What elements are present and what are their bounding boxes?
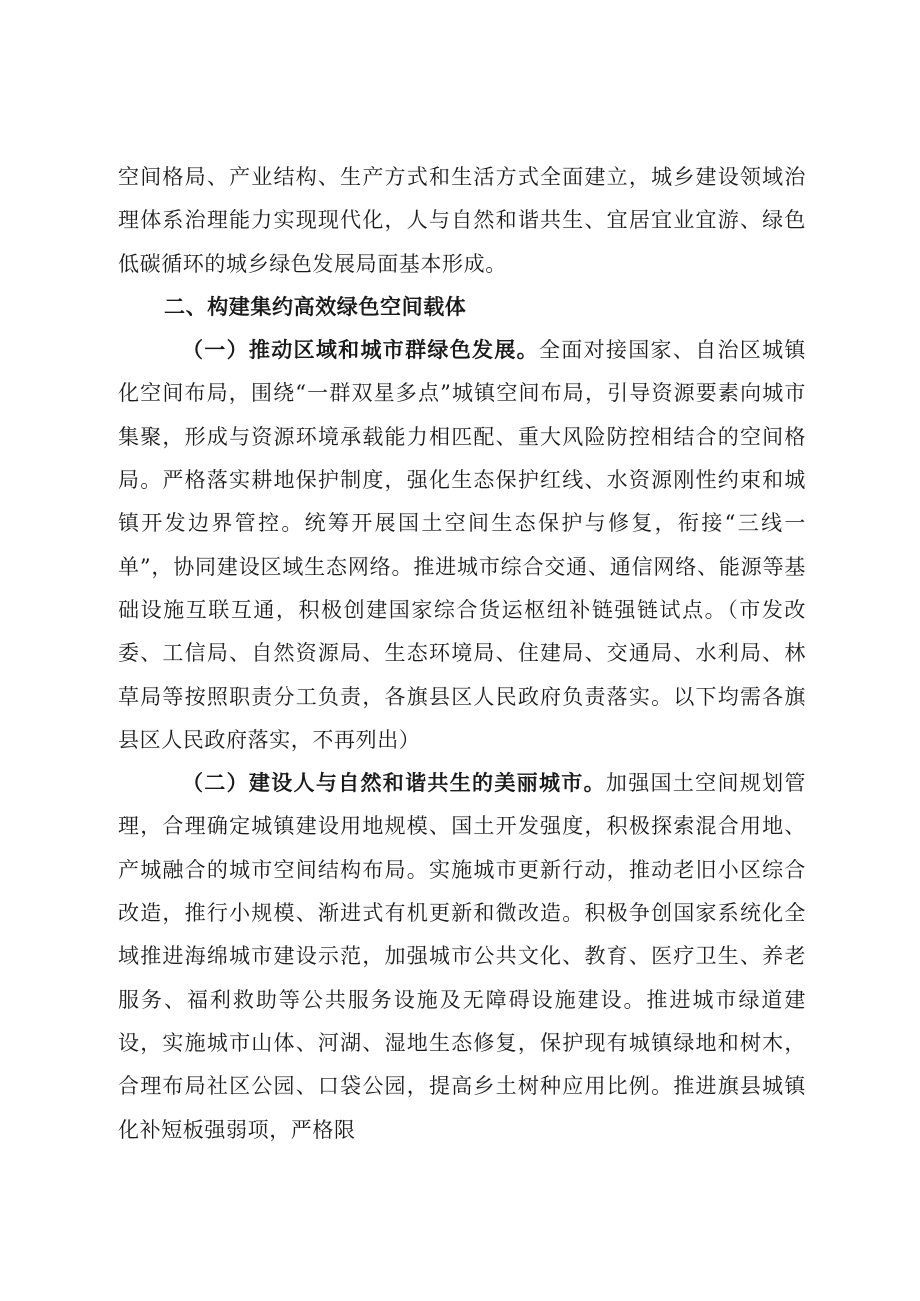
item-lead-2: （二）建设人与自然和谐共生的美丽城市。 — [182, 771, 606, 796]
paragraph-continuation: 空间格局、产业结构、生产方式和生活方式全面建立，城乡建设领域治理体系治理能力实现现代化，人与自然和谐共生、宜居宜业宜游、绿色低碳循环的城乡绿色发展局面基本形成。 — [118, 165, 806, 276]
section-heading: 二、构建集约高效绿色空间载体 — [164, 294, 467, 319]
document-body — [118, 156, 806, 1152]
item-paragraph-1 — [118, 329, 806, 762]
item-lead-1: （一）推动区域和城市群绿色发展。 — [182, 338, 539, 363]
item-body-1: 全面对接国家、自治区城镇化空间布局，围绕“一群双星多点”城镇空间布局，引导资源要素向城市集聚，形成与资源环境承载能力相匹配、重大风险防控相结合的空间格局。严格落实耕地保护制度，强化生态保护红线、水资源刚性约束和城镇开发边界管控。统筹开展国土空间生态保护与修复，衔接“三线一单”，协同建设区域生态网络。推进城市综合交通、通信网络、能源等基础设施互联互通，积极创建国家综合货运枢纽补链强链试点。（市发改委、工信局、自然资源局、生态环境局、住建局、交通局、水利局、林草局等按照职责分工负责，各旗县区人民政府负责落实。以下均需各旗县区人民政府落实，不再列出） — [118, 338, 806, 752]
item-paragraph-2 — [118, 762, 806, 1152]
item-body-2: 加强国土空间规划管理，合理确定城镇建设用地规模、国土开发强度，积极探索混合用地、产城融合的城市空间结构布局。实施城市更新行动，推动老旧小区综合改造，推行小规模、渐进式有机更新和微改造。积极争创国家系统化全域推进海绵城市建设示范，加强城市公共文化、教育、医疗卫生、养老服务、福利救助等公共服务设施及无障碍设施建设。推进城市绿道建设，实施城市山体、河湖、湿地生态修复，保护现有城镇绿地和树木，合理布局社区公园、口袋公园，提高乡土树种应用比例。推进旗县城镇化补短板强弱项，严格限 — [118, 771, 806, 1142]
